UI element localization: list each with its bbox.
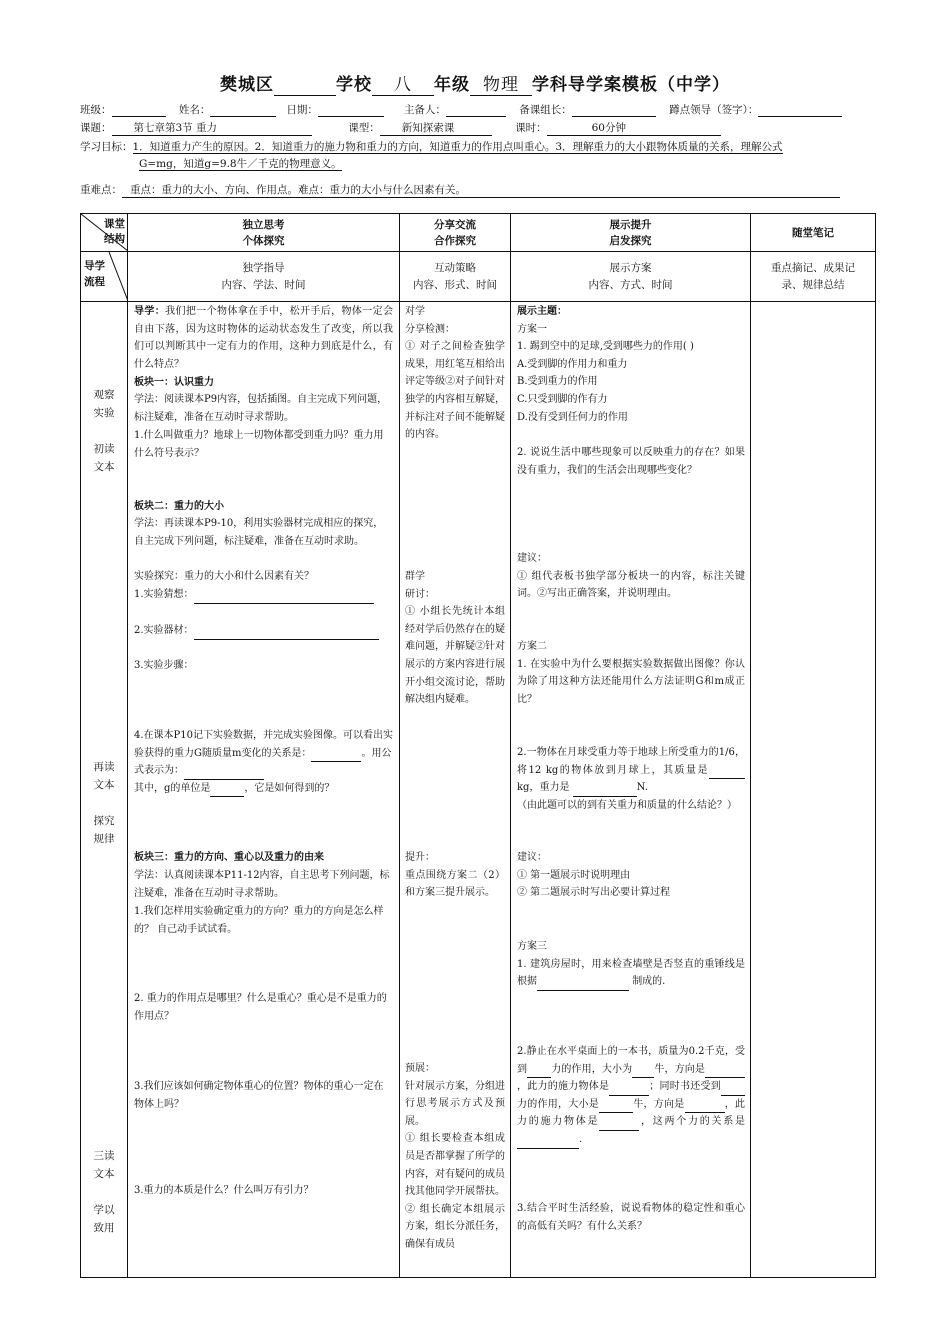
direction-2-blank[interactable] [685, 1101, 725, 1113]
col1-subheader: 独学指导 内容、学法、时间 [128, 252, 400, 302]
type-field[interactable]: 新知探索课 [380, 120, 492, 136]
suggestion-2: 建议： ① 第一题展示时说明理由 ② 第二题展示时写出必要计算过程 [517, 852, 671, 899]
sign-label: 蹲点领导（签字）： [669, 104, 759, 116]
district-label: 樊城区 [220, 75, 274, 95]
plan-3-block: 方案三 1. 建筑房屋时，用来检查墙壁是否竖直的重锤线是根据 制成的. [517, 938, 745, 991]
plan-1-block: 展示主题： 方案一 1. 踢到空中的足球,受到哪些力的作用( ) A.受到脚的作用力和重力 B.受到重力的作用 C.只受到脚的作有力 D.没有受到任何力的作用 [517, 306, 694, 423]
notes-column[interactable] [751, 302, 876, 1278]
suggestion-1: 建议： ① 组代表板书独学部分板块一的内容，标注关键词。②写出正确答案，并说明理由。 [517, 553, 745, 600]
independent-study-column [128, 302, 400, 1278]
class-label: 班级： [80, 104, 112, 116]
group-study-column [400, 302, 511, 1278]
plan-2-question-2: 2.一物体在月球受重力等于地球上所受重力的1/6，将12 kg的物体放到月球上，其质量是 kg，重力是 N. （由此题可以的到有关重力和质量的什么结论？） [517, 747, 745, 811]
col4-subheader: 重点摘记、成果记 录、规律总结 [751, 252, 876, 302]
module-3-title: 板块三：重力的方向、重心以及重力的由来 [134, 852, 324, 863]
guess-blank[interactable] [194, 592, 374, 604]
col3-subheader: 展示方案 内容、方式、时间 [511, 252, 751, 302]
g-unit-blank[interactable] [210, 785, 244, 797]
plan-1-question-2: 2. 说说生活中哪些现象可以反映重力的存在？如果没有重力，我们的生活会出现哪些变化？ [517, 447, 745, 476]
moon-weight-blank[interactable] [573, 785, 637, 797]
stage-3-label: 三读 文本 学以 致用 [93, 1150, 115, 1234]
corner-top-label: 课堂 结构 [104, 218, 125, 245]
preview-block: 预展： 针对展示方案，分组进行思考展示方式及预展。 ① 组长要检查本组成员是否都掌握了所学的内容，对有疑问的成员找其他同学开展帮扶。 ② 组长确定本组展示方案，组长分派任务，确保有成员 [405, 1063, 505, 1250]
module-3-question-2: 2. 重力的作用点是哪里？什么是重心？重心是不是重力的作用点？ [134, 993, 387, 1022]
leader-label: 备课组长： [519, 104, 572, 116]
date-label: 日期： [286, 104, 318, 116]
school-label: 学校 [336, 75, 372, 95]
leader-field[interactable] [572, 104, 656, 117]
module-2-question-1: 1.实验猜想： [134, 586, 393, 604]
plumb-line-blank[interactable] [537, 979, 629, 991]
goals-line-1: 1．知道重力产生的原因。2．知道重力的施力物和重力的方向，知道重力的作用点叫重心。3．理解重力的大小跟物体质量的关系，理解公式 [132, 141, 783, 153]
info-row-1 [80, 102, 842, 117]
page-title [0, 70, 950, 96]
col2-subheader: 互动策略 内容、形式、时间 [400, 252, 511, 302]
module-2-question-2: 2.实验器材： [134, 622, 393, 640]
col2-header: 分享交流 合作探究 [400, 214, 511, 252]
equipment-blank[interactable] [194, 628, 379, 640]
moon-mass-blank[interactable] [709, 767, 745, 779]
plan-2-block: 方案二 1. 在实验中为什么要根据实验数据做出图像？你认为除了用这种方法还能用什么方法证明G和m成正比？ [517, 641, 745, 705]
sign-field[interactable] [758, 104, 842, 117]
col3-header: 展示提升 启发探究 [511, 214, 751, 252]
improve-block: 提升： 重点围绕方案二（2）和方案三提升展示。 [405, 852, 505, 899]
relation-2-blank[interactable] [517, 1137, 579, 1149]
relation-blank[interactable] [311, 750, 361, 762]
module-2-title: 板块二：重力的大小 [134, 501, 224, 512]
stage-2-label: 再读 文本 探究 规律 [93, 761, 115, 845]
learning-goals [80, 139, 875, 173]
module-1-method: 学法：阅读课本P9内容，包括插图。自主完成下列问题，标注疑难，准备在互动时寻求帮助。 [134, 394, 388, 423]
goals-label: 学习目标： [80, 141, 133, 153]
col4-header: 随堂笔记 [751, 214, 876, 252]
module-2-experiment: 实验探究：重力的大小和什么因素有关？ [134, 571, 314, 582]
module-3-method: 学法：认真阅读课本P11-12内容，自主思考下列问题，标注疑难，准备在互动时寻求帮助。 [134, 870, 390, 899]
source-1-blank[interactable] [609, 1084, 649, 1096]
module-1-question-1: 1.什么叫做重力？地球上一切物体都受到重力吗？重力用什么符号表示？ [134, 430, 384, 459]
module-3-question-3: 3.我们应该如何确定物体重心的位置？物体的重心一定在物体上吗？ [134, 1081, 384, 1110]
key-text: 重点：重力的大小、方向、作用点。难点：重力的大小与什么因素有关。 [122, 182, 840, 198]
topic-label: 课题： [80, 122, 112, 134]
time-field[interactable]: 60分钟 [547, 120, 721, 136]
header-row [81, 214, 876, 252]
topic-field[interactable]: 第七章第3节 重力 [112, 120, 312, 136]
name-label: 姓名： [178, 104, 211, 116]
type-label: 课型： [348, 122, 380, 134]
corner-cell-bottom [81, 252, 128, 302]
subheader-row [81, 252, 876, 302]
subject-value[interactable]: 物理 [470, 70, 532, 96]
module-2-question-4: 4.在课本P10记下实验数据，并完成实验图像。可以看出实验获得的重力G随质量m变化的关系是： 。用公式表示为： 其中，g的单位是 ，它是如何得到的？ [134, 727, 393, 797]
pair-study-block: 对学 分享检测： ① 对子之间检查独学成果，用红笔互相给出评定等级②对子间针对独学的内容相互解疑，并标注对子间不能解疑的内容。 [405, 306, 505, 441]
guide-table [80, 213, 876, 1278]
key-points-row [80, 182, 840, 198]
date-field[interactable] [318, 104, 384, 117]
corner-cell-top [81, 214, 128, 252]
presentation-column [511, 302, 751, 1278]
district-blank[interactable] [274, 75, 336, 96]
module-3-question-4: 3.重力的本质是什么？什么叫万有引力？ [134, 1185, 314, 1196]
content-row [81, 302, 876, 1278]
title-suffix: 学科导学案模板（中学） [532, 75, 730, 95]
force-2-blank[interactable] [721, 1084, 745, 1096]
plan-3-question-3: 3.结合平时生活经验，说说看物体的稳定性和重心的高低有关吗？有什么关系？ [517, 1203, 745, 1232]
class-field[interactable] [112, 104, 166, 117]
stage-1-label: 观察 实验 初读 文本 [93, 389, 115, 473]
key-label: 重难点： [80, 184, 122, 196]
formula-blank[interactable] [184, 768, 264, 780]
source-2-blank[interactable] [599, 1119, 639, 1131]
magnitude-2-blank[interactable] [599, 1101, 633, 1113]
plan-3-question-2: 2.静止在水平桌面上的一本书，质量为0.2千克，受到 力的作用，大小为 牛，方向是，此力的施力物体是 ；同时书还受到力的作用，大小是 牛，方向是 ，此力的施力物体是 ，这两个力的关系是. [517, 1043, 745, 1149]
preparer-field[interactable] [446, 104, 506, 117]
corner-bottom-label: 导学 流程 [84, 260, 105, 288]
magnitude-1-blank[interactable] [632, 1066, 654, 1078]
module-2-method: 学法：再读课本P9-10，利用实验器材完成相应的探究，自主完成下列问题，标注疑难，准备在互动时求助。 [134, 518, 384, 547]
time-label: 课时： [515, 122, 547, 134]
module-2-question-3: 3.实验步骤： [134, 660, 194, 671]
goals-line-2: G=mg，知道g=9.8牛／千克的物理意义。 [139, 158, 342, 170]
module-1-title: 板块一：认识重力 [134, 377, 214, 388]
intro-paragraph: 导学：我们把一个物体拿在手中，松开手后，物体一定会自由下落，因为这时物体的运动状态发生了改变，所以我们可以判断其中一定有力的作用，这种力到底是什么，有什么特点？ [134, 306, 393, 370]
preparer-label: 主备人： [403, 104, 446, 116]
force-1-blank[interactable] [527, 1066, 551, 1078]
stage-column [81, 302, 128, 1278]
info-row-2 [80, 120, 721, 136]
module-3-question-1: 1.我们怎样用实验确定重力的方向？重力的方向是怎么样的？ 自己动手试试看。 [134, 906, 384, 935]
col1-header: 独立思考 个体探究 [128, 214, 400, 252]
name-field[interactable] [210, 104, 276, 117]
grade-value[interactable]: 八 [372, 70, 434, 96]
grade-label: 年级 [434, 75, 470, 95]
direction-1-blank[interactable] [705, 1066, 745, 1078]
group-study-block: 群学 研讨： ① 小组长先统计本组经对学后仍然存在的疑难问题，并解疑②针对展示的方案内容进行展开小组交流讨论，帮助解决组内疑难。 [405, 571, 505, 706]
